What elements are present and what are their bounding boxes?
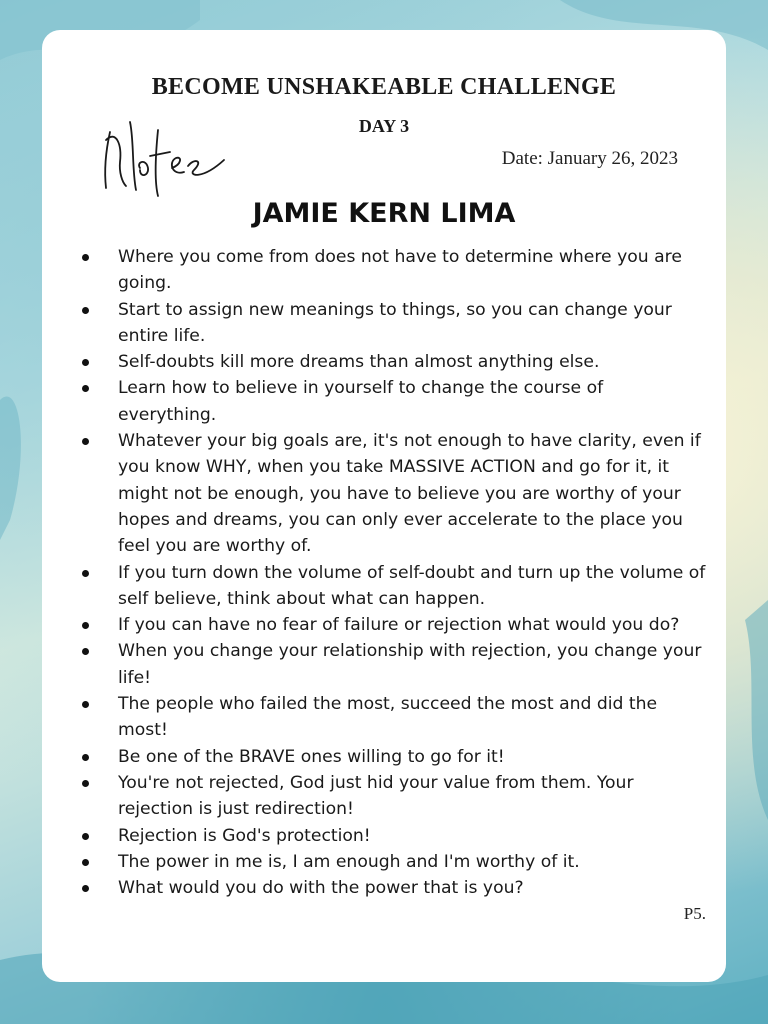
- list-item: Rejection is God's protection!: [100, 823, 706, 849]
- list-item: Be one of the BRAVE ones willing to go for it!: [100, 744, 706, 770]
- challenge-title: BECOME UNSHAKEABLE CHALLENGE: [151, 74, 617, 100]
- notes-list: [100, 244, 706, 901]
- speaker-name: JAMIE KERN LIMA: [252, 198, 516, 229]
- list-item: The people who failed the most, succeed the most and did the most!: [100, 691, 706, 744]
- notes-card: [42, 30, 726, 982]
- list-item: If you turn down the volume of self-doubt and turn up the volume of self believe, think about what can happen.: [100, 560, 706, 613]
- list-item: Start to assign new meanings to things, so you can change your entire life.: [100, 297, 706, 350]
- date-label: Date: January 26, 2023: [501, 148, 678, 169]
- list-item: What would you do with the power that is you?: [100, 875, 706, 901]
- list-item: When you change your relationship with rejection, you change your life!: [100, 638, 706, 691]
- list-item: Learn how to believe in yourself to change the course of everything.: [100, 375, 706, 428]
- list-item: The power in me is, I am enough and I'm worthy of it.: [100, 849, 706, 875]
- list-item: Where you come from does not have to determine where you are going.: [100, 244, 706, 297]
- page-number: P5.: [683, 904, 706, 923]
- list-item: If you can have no fear of failure or rejection what would you do?: [100, 612, 706, 638]
- list-item: You're not rejected, God just hid your value from them. Your rejection is just redirection!: [100, 770, 706, 823]
- list-item: Whatever your big goals are, it's not enough to have clarity, even if you know WHY, when you take MASSIVE ACTION and go for it, it might not be enough, you have to believe you are worthy of your hopes and dreams, you can only ever accelerate to the place you feel you are worthy of.: [100, 428, 706, 559]
- day-label: DAY 3: [358, 116, 410, 136]
- list-item: Self-doubts kill more dreams than almost anything else.: [100, 349, 706, 375]
- notes-script-logo: [96, 110, 246, 200]
